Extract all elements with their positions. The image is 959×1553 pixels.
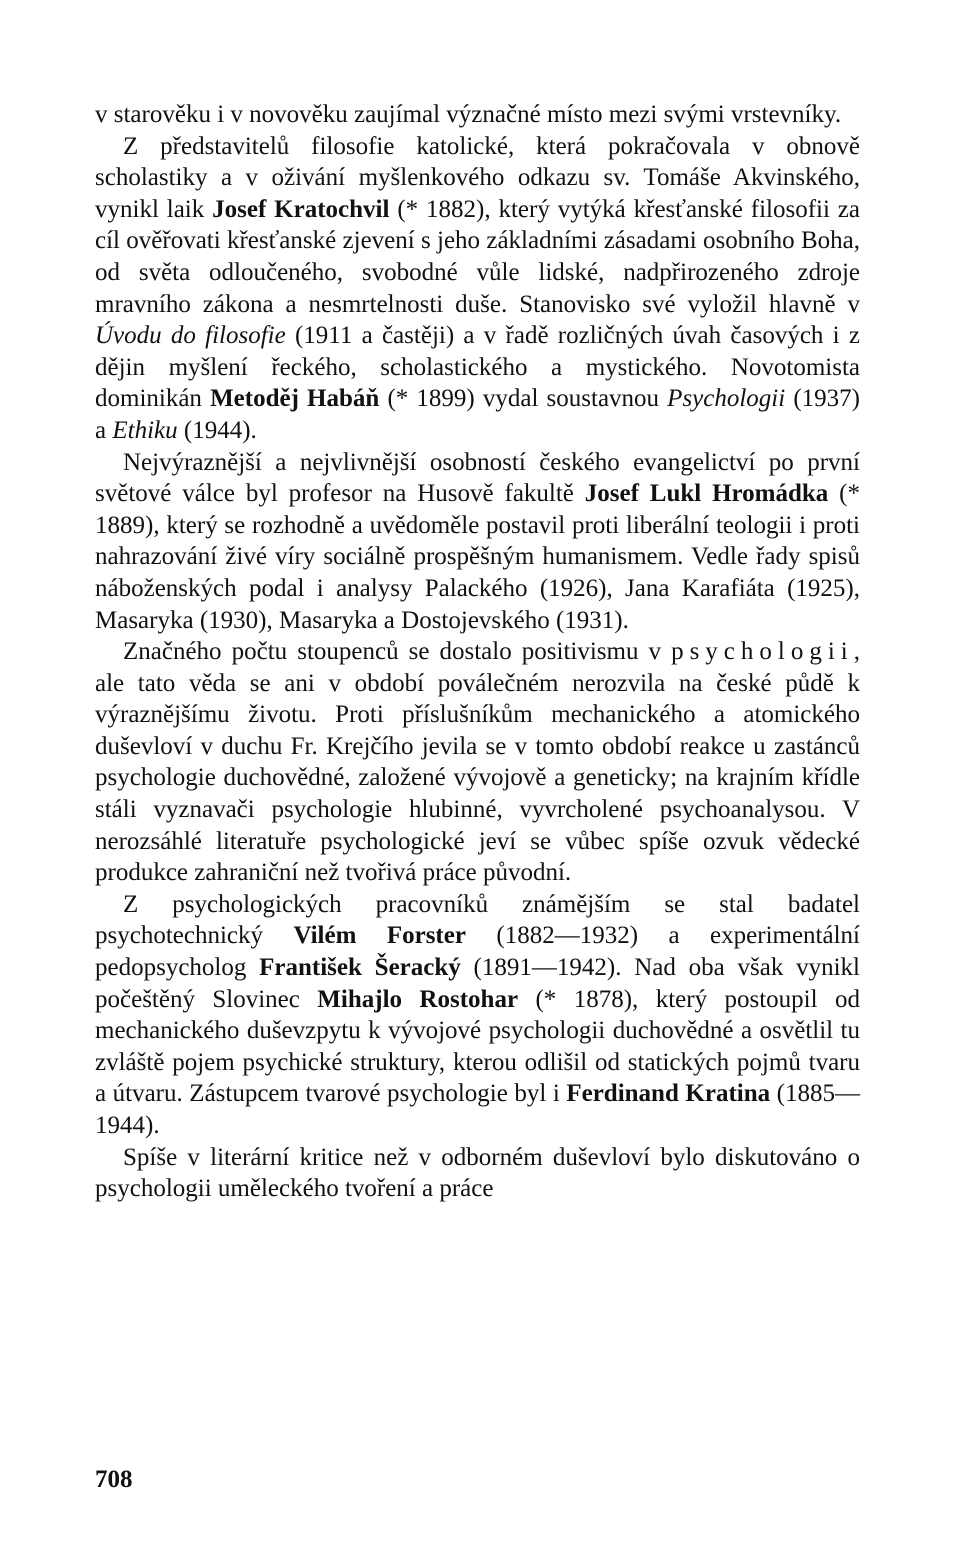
text-run: Z představitelů filosofie katolické, která pokračovala v obnově scholastiky a v oživání myšlenkového odkazu sv. Tomáše Akvinského, vynikl laik [95,132,860,223]
page-number: 708 [95,1466,133,1493]
paragraph [95,447,860,637]
paragraph [95,99,860,131]
bold-name: Mihajlo Rostohar [317,985,519,1013]
text-run: (1885—1944). [95,1080,860,1139]
text-run: (1891—1942). Nad oba však vynikl počeštěný Slovinec [95,954,860,1013]
paragraph [95,889,860,1142]
bold-name: František Šeracký [259,954,461,982]
text-run: (1882—1932) a experimentální pedopsycholog [95,922,860,982]
italic-title: Úvodu do filosofie [95,322,286,350]
text-run: (1937) a [95,385,860,444]
text-run: (* 1882), který vytýká křesťanské filosofii za cíl ověřovati křesťanské zjevení s jeho základními zásadami osobního Boha, od světa odloučeného, svobodné vůle lidské, nadpřirozeného zdroje mravního zákona a nesmrtelnosti duše. Stanovisko své vyložil hlavně v [95,195,860,318]
paragraph [95,636,860,889]
paragraph [95,131,860,447]
body-text [95,99,860,1205]
text-run: Značného počtu stoupenců se dostalo positivismu v [123,638,672,666]
text-run: Z psychologických pracovníků známějším se stal badatel psychotechnický [95,890,860,950]
bold-name: Ferdinand Kratina [566,1080,771,1108]
italic-title: Psychologii [667,385,786,413]
spaced-term: psychologii [671,638,854,666]
text-run: (* 1878), který postoupil od mechanického duševzpytu k vývojové psychologii duchovědné a osvětlil tu zvláště pojem psychické struktury, kterou odlišil od statických pojmů tvaru a útvaru. Zástupcem tvarové psychologie byl i [95,985,860,1108]
text-run: v starověku i v novověku zaujímal význačné místo mezi svými vrstevníky. [95,101,842,128]
italic-title: Ethiku [112,416,178,444]
bold-name: Josef Kratochvil [212,195,390,223]
paragraph [95,1142,860,1205]
bold-name: Vilém Forster [293,922,466,950]
text-run: (1911 a častěji) a v řadě rozličných úvah časových i z dějin myšlení řeckého, scholastického a mystického. Novotomista dominikán [95,322,860,413]
text-run: (1944). [177,416,257,444]
text-run: Nejvýraznější a nejvlivnější osobností českého evangelictví po první světové válce byl profesor na Husově fakultě [95,448,860,508]
bold-name: Metoděj Habáň [210,385,380,413]
text-run: (* 1889), který se rozhodně a uvědoměle postavil proti liberální teologii i proti nahrazování živé víry sociálně prospěšným humanismem. Vedle řady spisů náboženských podal i analysy Palackého (1926), Jana Karafiáta (1925), Masaryka (1930), Masaryka a Dostojevského (1931). [95,480,861,634]
text-run: (* 1899) vydal soustavnou [379,385,668,413]
text-run: Spíše v literární kritice než v odborném duševloví bylo diskutováno o psychologii uměleckého tvoření a práce [95,1143,860,1203]
bold-name: Josef Lukl Hromádka [584,480,829,508]
text-run: , ale tato věda se ani v období poválečném nerozvila na české půdě k výraznějšímu životu. Proti příslušníkům mechanického a atomického duševloví v duchu Fr. Krejčího jevila se v tomto období reakce u zastánců psychologie duchovědné, založené vývojově a geneticky; na krajním křídle stáli vyznavači psychologie hlubinné, vyvrcholené psychoanalysou. V nerozsáhlé literatuře psychologické jeví se vůbec spíše ozvuk vědecké produkce zahraniční než tvořivá práce původní. [95,638,860,887]
